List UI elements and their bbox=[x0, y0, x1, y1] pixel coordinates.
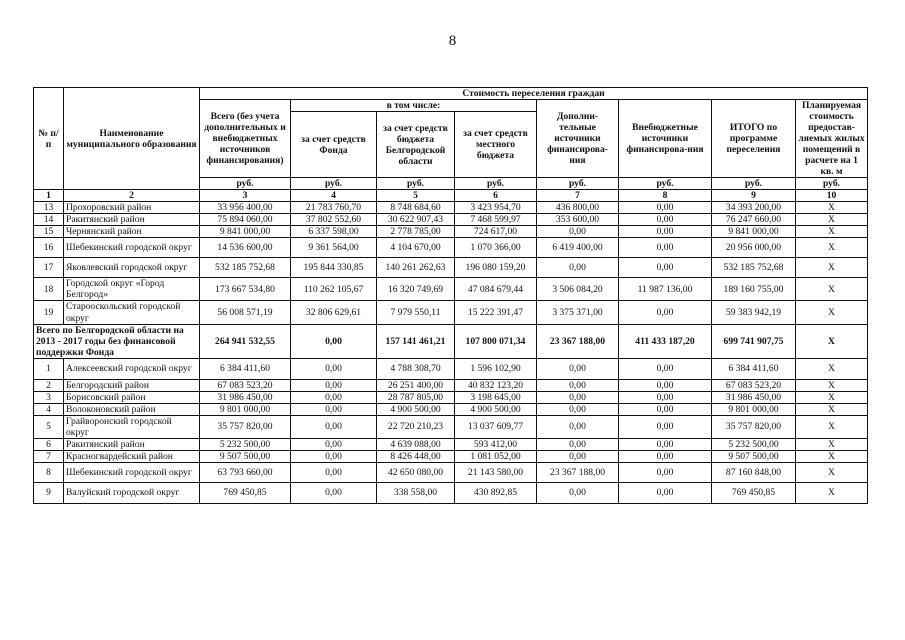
regional-cell: 42 650 080,00 bbox=[377, 462, 455, 482]
municipality-name: Валуйский городской округ bbox=[64, 482, 200, 503]
local-cell: 3 423 954,70 bbox=[455, 202, 537, 214]
fund-cell: 0,00 bbox=[291, 391, 377, 403]
header-planned: Планируемая стоимость предостав-ляемых жилых помещений в расчете на 1 кв. м bbox=[796, 100, 868, 178]
local-cell: 3 198 645,00 bbox=[455, 391, 537, 403]
index-cell: 3 bbox=[200, 190, 291, 202]
header-itogo: ИТОГО по программе переселения bbox=[712, 100, 796, 178]
total-cell: 75 894 060,00 bbox=[200, 214, 291, 226]
additional-cell: 3 506 084,20 bbox=[537, 278, 619, 301]
itogo-cell: 59 383 942,19 bbox=[712, 301, 796, 324]
table-row bbox=[34, 415, 868, 438]
fund-cell: 0,00 bbox=[291, 379, 377, 391]
column-index-row bbox=[34, 190, 868, 202]
offbudget-cell: 0,00 bbox=[619, 214, 712, 226]
additional-cell: 3 375 371,00 bbox=[537, 301, 619, 324]
page-number: 8 bbox=[448, 33, 457, 49]
fund-cell: 37 802 552,60 bbox=[291, 214, 377, 226]
table-row bbox=[34, 238, 868, 258]
header-regional: за счет средств бюджета Белгородской области bbox=[377, 112, 455, 178]
additional-cell: 0,00 bbox=[537, 482, 619, 503]
municipality-name: Ракитянский район bbox=[64, 214, 200, 226]
additional-cell: 0,00 bbox=[537, 226, 619, 238]
total-cell: 56 008 571,19 bbox=[200, 301, 291, 324]
planned-cell: X bbox=[796, 482, 868, 503]
municipality-name: Грайворонский городской округ bbox=[64, 415, 200, 438]
header-name: Наименование муниципального образования bbox=[64, 88, 200, 190]
additional-cell: 0,00 bbox=[537, 391, 619, 403]
offbudget-cell: 0,00 bbox=[619, 238, 712, 258]
index-cell: 5 bbox=[377, 190, 455, 202]
itogo-cell: 20 956 000,00 bbox=[712, 238, 796, 258]
header-including: в том числе: bbox=[291, 100, 537, 112]
regional-cell: 4 104 670,00 bbox=[377, 238, 455, 258]
additional-cell: 353 600,00 bbox=[537, 214, 619, 226]
fund-cell: 0,00 bbox=[291, 358, 377, 379]
total-cell: 9 841 000,00 bbox=[200, 226, 291, 238]
additional-cell: 0,00 bbox=[537, 358, 619, 379]
regional-cell: 22 720 210,23 bbox=[377, 415, 455, 438]
total-total-cell: 264 941 532,55 bbox=[200, 324, 291, 358]
row-number: 13 bbox=[34, 202, 64, 214]
municipality-name: Борисовский район bbox=[64, 391, 200, 403]
local-cell: 4 900 500,00 bbox=[455, 403, 537, 415]
total-cell: 35 757 820,00 bbox=[200, 415, 291, 438]
total-row-label: Всего по Белгородской области на 2013 - 2017 годы без финансовой поддержки Фонда bbox=[34, 324, 200, 358]
total-local-cell: 107 800 071,34 bbox=[455, 324, 537, 358]
fund-cell: 195 844 330,85 bbox=[291, 258, 377, 278]
total-itogo-cell: 699 741 907,75 bbox=[712, 324, 796, 358]
regional-cell: 8 426 448,00 bbox=[377, 450, 455, 462]
additional-cell: 0,00 bbox=[537, 258, 619, 278]
itogo-cell: 5 232 500,00 bbox=[712, 438, 796, 450]
row-number: 18 bbox=[34, 278, 64, 301]
table-row bbox=[34, 278, 868, 301]
offbudget-cell: 0,00 bbox=[619, 301, 712, 324]
row-number: 14 bbox=[34, 214, 64, 226]
offbudget-cell: 0,00 bbox=[619, 358, 712, 379]
row-number: 16 bbox=[34, 238, 64, 258]
table-row bbox=[34, 403, 868, 415]
municipality-name: Шебекинский городской округ bbox=[64, 238, 200, 258]
table-row bbox=[34, 301, 868, 324]
total-cell: 14 536 600,00 bbox=[200, 238, 291, 258]
itogo-cell: 769 450,85 bbox=[712, 482, 796, 503]
index-cell: 6 bbox=[455, 190, 537, 202]
table-row bbox=[34, 450, 868, 462]
total-fund-cell: 0,00 bbox=[291, 324, 377, 358]
local-cell: 40 832 123,20 bbox=[455, 379, 537, 391]
table-row bbox=[34, 438, 868, 450]
itogo-cell: 76 247 660,00 bbox=[712, 214, 796, 226]
header-additional: Дополни-тельные источники финансирова-ния bbox=[537, 100, 619, 178]
municipality-name: Волоконовский район bbox=[64, 403, 200, 415]
regional-cell: 16 320 749,69 bbox=[377, 278, 455, 301]
total-cell: 5 232 500,00 bbox=[200, 438, 291, 450]
planned-cell: X bbox=[796, 403, 868, 415]
regional-cell: 4 900 500,00 bbox=[377, 403, 455, 415]
table-row bbox=[34, 258, 868, 278]
header-local: за счет средств местного бюджета bbox=[455, 112, 537, 178]
total-cell: 9 507 500,00 bbox=[200, 450, 291, 462]
itogo-cell: 87 160 848,00 bbox=[712, 462, 796, 482]
row-number: 4 bbox=[34, 403, 64, 415]
total-cell: 173 667 534,80 bbox=[200, 278, 291, 301]
total-cell: 31 986 450,00 bbox=[200, 391, 291, 403]
local-cell: 21 143 580,00 bbox=[455, 462, 537, 482]
municipality-name: Белгородский район bbox=[64, 379, 200, 391]
planned-cell: X bbox=[796, 379, 868, 391]
offbudget-cell: 0,00 bbox=[619, 258, 712, 278]
unit-cell: руб. bbox=[291, 178, 377, 190]
additional-cell: 0,00 bbox=[537, 415, 619, 438]
fund-cell: 0,00 bbox=[291, 415, 377, 438]
index-cell: 10 bbox=[796, 190, 868, 202]
row-number: 17 bbox=[34, 258, 64, 278]
itogo-cell: 35 757 820,00 bbox=[712, 415, 796, 438]
additional-cell: 23 367 188,00 bbox=[537, 462, 619, 482]
total-planned-cell: X bbox=[796, 324, 868, 358]
planned-cell: X bbox=[796, 214, 868, 226]
itogo-cell: 189 160 755,00 bbox=[712, 278, 796, 301]
table-row bbox=[34, 462, 868, 482]
fund-cell: 32 806 629,61 bbox=[291, 301, 377, 324]
unit-cell: руб. bbox=[619, 178, 712, 190]
planned-cell: X bbox=[796, 202, 868, 214]
unit-cell: руб. bbox=[537, 178, 619, 190]
planned-cell: X bbox=[796, 391, 868, 403]
index-cell: 7 bbox=[537, 190, 619, 202]
regional-cell: 140 261 262,63 bbox=[377, 258, 455, 278]
regional-cell: 26 251 400,00 bbox=[377, 379, 455, 391]
index-cell: 2 bbox=[64, 190, 200, 202]
row-number: 1 bbox=[34, 358, 64, 379]
planned-cell: X bbox=[796, 462, 868, 482]
planned-cell: X bbox=[796, 238, 868, 258]
header-offbudget: Внебюджетные источники финансирова-ния bbox=[619, 100, 712, 178]
local-cell: 196 080 159,20 bbox=[455, 258, 537, 278]
table-row bbox=[34, 379, 868, 391]
additional-cell: 436 800,00 bbox=[537, 202, 619, 214]
offbudget-cell: 0,00 bbox=[619, 379, 712, 391]
index-cell: 1 bbox=[34, 190, 64, 202]
offbudget-cell: 0,00 bbox=[619, 450, 712, 462]
offbudget-cell: 0,00 bbox=[619, 202, 712, 214]
total-cell: 9 801 000,00 bbox=[200, 403, 291, 415]
municipality-name: Прохоровский район bbox=[64, 202, 200, 214]
index-cell: 9 bbox=[712, 190, 796, 202]
fund-cell: 0,00 bbox=[291, 438, 377, 450]
planned-cell: X bbox=[796, 415, 868, 438]
offbudget-cell: 0,00 bbox=[619, 482, 712, 503]
regional-cell: 30 622 907,43 bbox=[377, 214, 455, 226]
municipality-name: Красногвардейский район bbox=[64, 450, 200, 462]
fund-cell: 0,00 bbox=[291, 482, 377, 503]
total-regional-cell: 157 141 461,21 bbox=[377, 324, 455, 358]
index-cell: 8 bbox=[619, 190, 712, 202]
local-cell: 47 084 679,44 bbox=[455, 278, 537, 301]
itogo-cell: 67 083 523,20 bbox=[712, 379, 796, 391]
total-cell: 6 384 411,60 bbox=[200, 358, 291, 379]
total-cell: 769 450,85 bbox=[200, 482, 291, 503]
planned-cell: X bbox=[796, 226, 868, 238]
local-cell: 1 070 366,00 bbox=[455, 238, 537, 258]
total-offbudget-cell: 411 433 187,20 bbox=[619, 324, 712, 358]
planned-cell: X bbox=[796, 301, 868, 324]
table-row bbox=[34, 391, 868, 403]
additional-cell: 0,00 bbox=[537, 403, 619, 415]
table-header bbox=[34, 88, 868, 202]
offbudget-cell: 0,00 bbox=[619, 438, 712, 450]
local-cell: 593 412,00 bbox=[455, 438, 537, 450]
total-row bbox=[34, 324, 868, 358]
regional-cell: 4 639 088,00 bbox=[377, 438, 455, 450]
row-number: 9 bbox=[34, 482, 64, 503]
additional-cell: 0,00 bbox=[537, 379, 619, 391]
row-number: 8 bbox=[34, 462, 64, 482]
table-row bbox=[34, 358, 868, 379]
planned-cell: X bbox=[796, 438, 868, 450]
fund-cell: 0,00 bbox=[291, 450, 377, 462]
fund-cell: 21 783 760,70 bbox=[291, 202, 377, 214]
additional-cell: 0,00 bbox=[537, 450, 619, 462]
row-number: 2 bbox=[34, 379, 64, 391]
regional-cell: 2 778 785,00 bbox=[377, 226, 455, 238]
municipality-name: Чернянский район bbox=[64, 226, 200, 238]
municipality-name: Алексеевский городской округ bbox=[64, 358, 200, 379]
municipality-name: Старооскольский городской округ bbox=[64, 301, 200, 324]
row-number: 3 bbox=[34, 391, 64, 403]
unit-cell: руб. bbox=[455, 178, 537, 190]
itogo-cell: 34 393 200,00 bbox=[712, 202, 796, 214]
regional-cell: 7 979 550,11 bbox=[377, 301, 455, 324]
itogo-cell: 9 801 000,00 bbox=[712, 403, 796, 415]
total-cell: 532 185 752,68 bbox=[200, 258, 291, 278]
header-group: Стоимость переселения граждан bbox=[200, 88, 868, 100]
local-cell: 1 596 102,90 bbox=[455, 358, 537, 379]
offbudget-cell: 11 987 136,00 bbox=[619, 278, 712, 301]
row-number: 15 bbox=[34, 226, 64, 238]
header-fund: за счет средств Фонда bbox=[291, 112, 377, 178]
fund-cell: 6 337 598,00 bbox=[291, 226, 377, 238]
planned-cell: X bbox=[796, 278, 868, 301]
unit-cell: руб. bbox=[796, 178, 868, 190]
table-body bbox=[34, 202, 868, 504]
regional-cell: 28 787 805,00 bbox=[377, 391, 455, 403]
regional-cell: 8 748 684,60 bbox=[377, 202, 455, 214]
additional-cell: 6 419 400,00 bbox=[537, 238, 619, 258]
unit-cell: руб. bbox=[200, 178, 291, 190]
total-cell: 67 083 523,20 bbox=[200, 379, 291, 391]
table-row bbox=[34, 214, 868, 226]
municipality-name: Ракитянский район bbox=[64, 438, 200, 450]
itogo-cell: 6 384 411,60 bbox=[712, 358, 796, 379]
unit-cell: руб. bbox=[712, 178, 796, 190]
offbudget-cell: 0,00 bbox=[619, 415, 712, 438]
regional-cell: 338 558,00 bbox=[377, 482, 455, 503]
offbudget-cell: 0,00 bbox=[619, 462, 712, 482]
additional-cell: 0,00 bbox=[537, 438, 619, 450]
local-cell: 7 468 599,97 bbox=[455, 214, 537, 226]
local-cell: 15 222 391,47 bbox=[455, 301, 537, 324]
fund-cell: 9 361 564,00 bbox=[291, 238, 377, 258]
total-additional-cell: 23 367 188,00 bbox=[537, 324, 619, 358]
index-cell: 4 bbox=[291, 190, 377, 202]
local-cell: 724 617,00 bbox=[455, 226, 537, 238]
fund-cell: 110 262 105,67 bbox=[291, 278, 377, 301]
row-number: 6 bbox=[34, 438, 64, 450]
itogo-cell: 9 507 500,00 bbox=[712, 450, 796, 462]
offbudget-cell: 0,00 bbox=[619, 226, 712, 238]
table-row bbox=[34, 226, 868, 238]
unit-cell: руб. bbox=[377, 178, 455, 190]
row-number: 19 bbox=[34, 301, 64, 324]
header-total: Всего (без учета дополнительных и внебюджетных источников финансирования) bbox=[200, 100, 291, 178]
offbudget-cell: 0,00 bbox=[619, 391, 712, 403]
offbudget-cell: 0,00 bbox=[619, 403, 712, 415]
total-cell: 63 793 660,00 bbox=[200, 462, 291, 482]
local-cell: 1 081 052,00 bbox=[455, 450, 537, 462]
table-row bbox=[34, 202, 868, 214]
municipality-name: Яковлевский городской округ bbox=[64, 258, 200, 278]
header-num: № п/п bbox=[34, 88, 64, 190]
resettlement-cost-table bbox=[33, 87, 868, 504]
planned-cell: X bbox=[796, 258, 868, 278]
local-cell: 430 892,85 bbox=[455, 482, 537, 503]
itogo-cell: 9 841 000,00 bbox=[712, 226, 796, 238]
itogo-cell: 31 986 450,00 bbox=[712, 391, 796, 403]
municipality-name: Городской округ «Город Белгород» bbox=[64, 278, 200, 301]
itogo-cell: 532 185 752,68 bbox=[712, 258, 796, 278]
row-number: 5 bbox=[34, 415, 64, 438]
regional-cell: 4 788 308,70 bbox=[377, 358, 455, 379]
planned-cell: X bbox=[796, 450, 868, 462]
total-cell: 33 956 400,00 bbox=[200, 202, 291, 214]
fund-cell: 0,00 bbox=[291, 403, 377, 415]
planned-cell: X bbox=[796, 358, 868, 379]
row-number: 7 bbox=[34, 450, 64, 462]
local-cell: 13 037 609,77 bbox=[455, 415, 537, 438]
table-row bbox=[34, 482, 868, 503]
fund-cell: 0,00 bbox=[291, 462, 377, 482]
municipality-name: Шебекинский городской округ bbox=[64, 462, 200, 482]
